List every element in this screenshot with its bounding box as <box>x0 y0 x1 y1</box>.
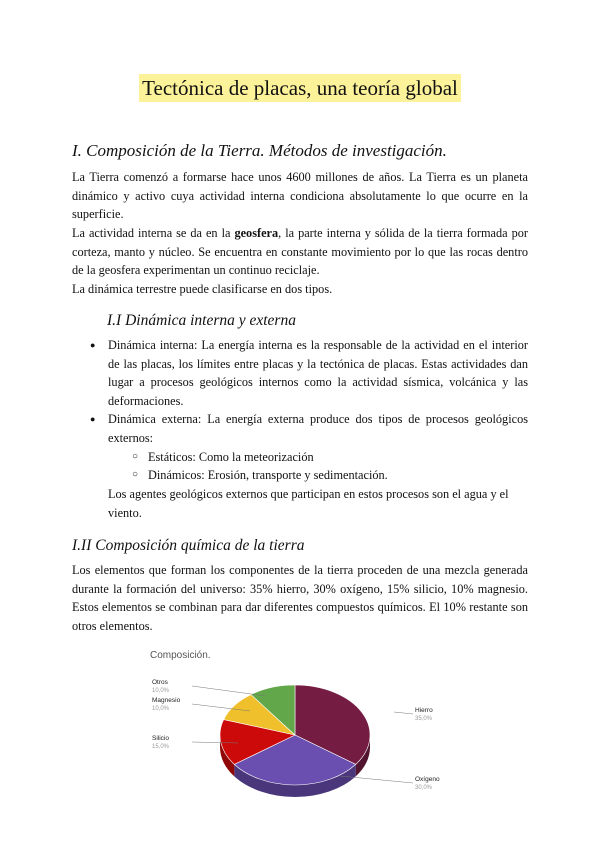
sub-list-item: ○ Dinámicos: Erosión, transporte y sedimentación. <box>132 466 528 485</box>
page-title: Tectónica de placas, una teoría global <box>139 74 461 102</box>
bullet-list <box>90 336 528 485</box>
paragraph-geosfera <box>72 224 528 280</box>
slice-percent: 15,0% <box>152 744 170 750</box>
text-run: , la parte interna y sólida de la tierra formada por corteza, manto y núcleo. Se encuentra en constante movimiento por lo que las rocas dentro de la geosfera experimentan un continuo reciclaje. <box>72 226 528 278</box>
composition-pie-chart <box>140 640 460 800</box>
chart-title: Composición. <box>150 650 211 661</box>
leader-line <box>192 686 266 696</box>
sub-list-item: ○ Estáticos: Como la meteorización <box>132 448 528 467</box>
paragraph-dinamica: La dinámica terrestre puede clasificarse en dos tipos. <box>72 282 333 296</box>
slice-percent: 30,0% <box>415 785 433 791</box>
section-heading-1-1: I.I Dinámica interna y externa <box>107 312 296 329</box>
bullet-text: Dinámica interna: La energía interna es la responsable de la actividad en el interior de las placas, los límites entre placas y la tectónica de placas. Estas actividades dan lugar a procesos geológicos internos como la actividad sísmica, volcánica y las deformaciones. <box>108 338 528 408</box>
list-item <box>90 410 528 484</box>
slice-percent: 35,0% <box>415 716 433 722</box>
list-item <box>90 336 528 410</box>
bold-term: geosfera <box>234 226 279 240</box>
slice-label: Oxígeno <box>415 776 440 783</box>
sub-list <box>108 448 528 485</box>
paragraph-agentes: Los agentes geológicos externos que participan en estos procesos son el agua y el viento. <box>108 487 509 520</box>
slice-percent: 10,0% <box>152 706 170 712</box>
slice-percent: 10,0% <box>152 688 170 694</box>
section-heading-1-2: I.II Composición química de la tierra <box>72 537 305 554</box>
paragraph-intro: La Tierra comenzó a formarse hace unos 4600 millones de años. La Tierra es un planeta dinámico y activo cuya actividad interna condiciona absolutamente lo que ocurre en la superficie. <box>72 170 528 222</box>
slice-label: Hierro <box>415 707 433 714</box>
slice-label: Magnesio <box>152 697 181 704</box>
title-wrap <box>0 74 600 102</box>
pie-top <box>220 685 370 785</box>
text-run: La actividad interna se da en la <box>72 226 235 240</box>
bullet-text: Dinámica externa: La energía externa produce dos tipos de procesos geológicos externos: <box>108 412 528 445</box>
slice-label: Silicio <box>152 735 169 742</box>
paragraph-composicion: Los elementos que forman los componentes de la tierra proceden de una mezcla generada durante la formación del universo: 35% hierro, 30% oxígeno, 15% silicio, 10% magnesio. Estos elementos se combinan para dar diferentes compuestos químicos. El 10% restante son otros elementos. <box>72 563 528 633</box>
section-heading-1: I. Composición de la Tierra. Métodos de investigación. <box>72 141 447 160</box>
slice-label: Otros <box>152 679 168 686</box>
leader-line <box>394 712 413 714</box>
